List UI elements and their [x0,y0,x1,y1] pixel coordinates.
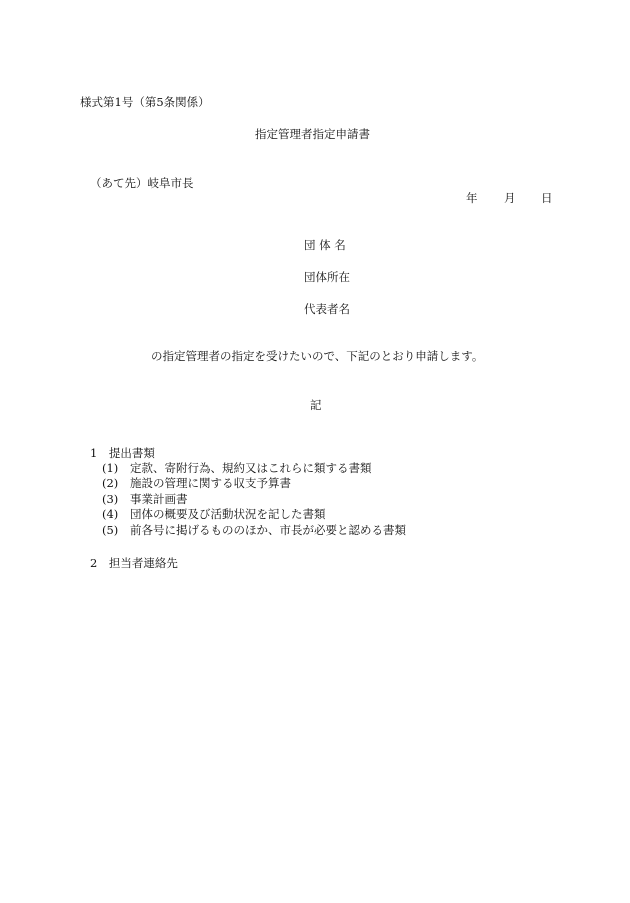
list-item [102,476,291,490]
list-item [102,461,372,475]
list-item-number: (5) [102,523,119,537]
list-item-number: (1) [102,461,119,475]
date-month-label: 月 [504,191,516,205]
organization-name-label: 団 体 名 [304,238,346,252]
document-title: 指定管理者指定申請書 [255,127,370,141]
list-item-number: (2) [102,476,119,490]
organization-address-label: 団体所在 [304,270,350,284]
list-item-text: 前各号に掲げるもののほか、市長が必要と認める書類 [130,523,406,537]
date-day-label: 日 [541,191,553,205]
list-item [102,523,406,537]
section-2-heading: 2 担当者連絡先 [90,556,178,570]
section-1-heading: 1 提出書類 [90,446,155,460]
list-item-text: 施設の管理に関する収支予算書 [130,476,291,490]
representative-name-label: 代表者名 [304,302,350,316]
application-statement: の指定管理者の指定を受けたいので、下記のとおり申請します。 [151,349,484,363]
list-item-text: 定款、寄附行為、規約又はこれらに類する書類 [130,461,372,475]
ki-heading: 記 [310,398,322,412]
list-item [102,492,188,506]
form-number: 様式第1号（第5条関係） [80,95,210,109]
addressee: （あて先）岐阜市長 [90,176,194,190]
date-year-label: 年 [466,191,478,205]
list-item-text: 事業計画書 [130,492,188,506]
list-item-text: 団体の概要及び活動状況を記した書類 [130,507,326,521]
list-item [102,507,326,521]
list-item-number: (3) [102,492,119,506]
list-item-number: (4) [102,507,119,521]
